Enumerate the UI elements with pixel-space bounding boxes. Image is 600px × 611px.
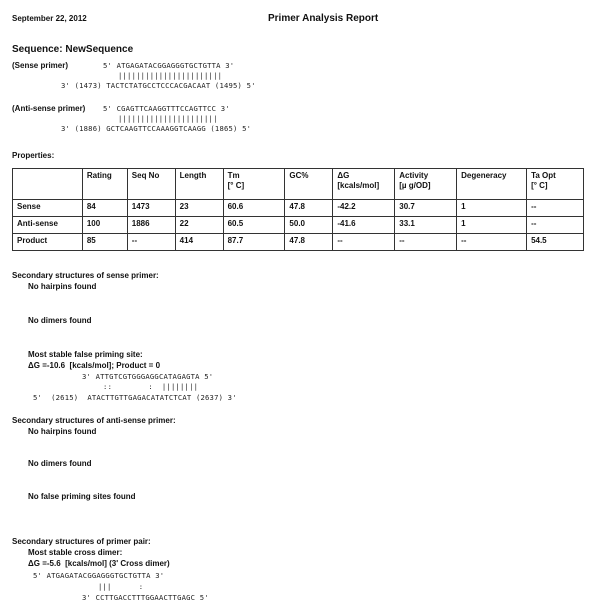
header-cell-blank [13,169,83,200]
cell-activity: -- [395,234,457,251]
sequence-name: Sequence: NewSequence [12,44,134,55]
header-cell-taopt: Ta Opt [° C] [527,169,584,200]
table-row [13,200,584,217]
row-label: Product [13,234,83,251]
cell-taopt: -- [527,200,584,217]
cross-dimer-primer-seq: 5' ATGAGATACGGAGGGTGCTGTTA 3' [33,571,165,580]
cell-tm: 60.5 [223,217,285,234]
cell-length: 23 [175,200,223,217]
false-priming-title: Most stable false priming site: [28,350,143,359]
antisense-primer-label: (Anti-sense primer) [12,104,86,113]
header-cell-degeneracy: Degeneracy [457,169,527,200]
cell-activity: 30.7 [395,200,457,217]
cell-rating: 85 [82,234,127,251]
cell-gc: 47.8 [285,234,333,251]
cell-length: 414 [175,234,223,251]
cell-rating: 84 [82,200,127,217]
false-priming-match: :: : |||||||| [94,382,199,391]
cell-degeneracy: 1 [457,200,527,217]
sense-dimers-status: No dimers found [28,316,92,325]
cell-taopt: 54.5 [527,234,584,251]
properties-label: Properties: [12,151,55,160]
cross-dimer-title: Most stable cross dimer: [28,548,123,557]
cell-dg: -41.6 [333,217,395,234]
cross-dimer-dg: ΔG =-5.6 [kcals/mol] (3' Cross dimer) [28,559,170,568]
cell-degeneracy: 1 [457,217,527,234]
cell-tm: 87.7 [223,234,285,251]
header-cell-activity: Activity [µ g/OD] [395,169,457,200]
header-cell-seqno: Seq No [127,169,175,200]
table-row [13,217,584,234]
antisense-false-priming-status: No false priming sites found [28,492,136,501]
cell-rating: 100 [82,217,127,234]
sense-primer-match: ||||||||||||||||||||||| [118,71,223,80]
cell-seqno: 1473 [127,200,175,217]
antisense-secondary-title: Secondary structures of anti-sense primer: [12,416,176,425]
report-title: Primer Analysis Report [268,13,379,24]
report-date: September 22, 2012 [12,14,87,23]
sense-hairpins-status: No hairpins found [28,282,97,291]
row-label: Sense [13,200,83,217]
false-priming-template-seq: 5' (2615) ATACTTGTTGAGACATATCTCAT (2637) 3' [33,393,237,402]
cell-gc: 50.0 [285,217,333,234]
antisense-primer-match: |||||||||||||||||||||| [118,114,218,123]
header-cell-length: Length [175,169,223,200]
header-cell-gc: GC% [285,169,333,200]
cross-dimer-match: ||| : [98,582,144,591]
table-header-row [13,169,584,200]
cell-length: 22 [175,217,223,234]
antisense-primer-seq: 5' CGAGTTCAAGGTTTCCAGTTCC 3' [103,104,230,113]
antisense-dimers-status: No dimers found [28,459,92,468]
false-priming-dg: ΔG =-10.6 [kcals/mol]; Product = 0 [28,361,161,370]
sense-primer-template: 3' (1473) TACTCTATGCCTCCCACGACAAT (1495) 5' [61,81,256,90]
cell-seqno: -- [127,234,175,251]
false-priming-primer-seq: 3' ATTGTCGTGGGAGGCATAGAGTA 5' [82,372,214,381]
cell-gc: 47.8 [285,200,333,217]
table-row [13,234,584,251]
pair-secondary-title: Secondary structures of primer pair: [12,537,151,546]
header-cell-dg: ΔG [kcals/mol] [333,169,395,200]
header-cell-tm: Tm [° C] [223,169,285,200]
properties-table [12,168,584,251]
antisense-primer-template: 3' (1886) GCTCAAGTTCCAAAGGTCAAGG (1865) 5' [61,124,252,133]
row-label: Anti-sense [13,217,83,234]
cell-seqno: 1886 [127,217,175,234]
cell-activity: 33.1 [395,217,457,234]
antisense-hairpins-status: No hairpins found [28,427,97,436]
sense-primer-label: (Sense primer) [12,61,69,70]
sense-primer-seq: 5' ATGAGATACGGAGGGTGCTGTTA 3' [103,61,235,70]
sense-secondary-title: Secondary structures of sense primer: [12,271,159,280]
cell-tm: 60.6 [223,200,285,217]
cell-dg: -42.2 [333,200,395,217]
header-cell-rating: Rating [82,169,127,200]
cell-degeneracy: -- [457,234,527,251]
cross-dimer-partner-seq: 3' CCTTGACCTTTGGAACTTGAGC 5' [82,593,209,602]
cell-taopt: -- [527,217,584,234]
cell-dg: -- [333,234,395,251]
